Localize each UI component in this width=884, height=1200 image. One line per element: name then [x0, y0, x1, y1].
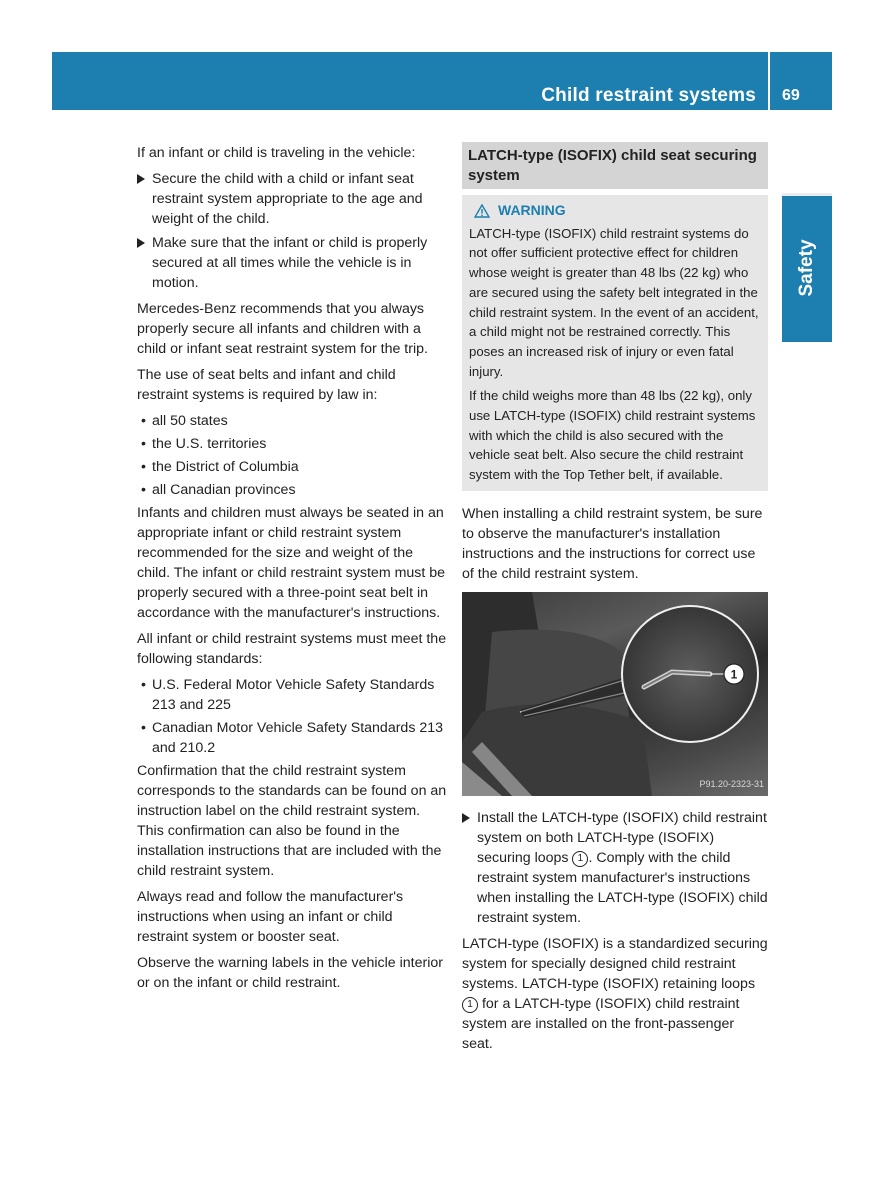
list-item-text: all 50 states: [152, 413, 228, 429]
list-item-text: U.S. Federal Motor Vehicle Safety Standards 213 and 225: [152, 677, 435, 713]
figure-code: P91.20-2323-31: [699, 778, 764, 789]
list-item: [137, 718, 447, 758]
paragraph: Confirmation that the child restraint system corresponds to the standards can be found on an instruction label on the child restraint system. This confirmation can also be found in the installation instructions that are included with the child restraint system.: [137, 763, 447, 879]
list-item-text: the District of Columbia: [152, 459, 299, 475]
bullet-dot: •: [141, 482, 146, 498]
side-tab-label: Safety: [796, 239, 817, 297]
instruction-step: [462, 808, 768, 928]
bullet-dot: •: [141, 677, 146, 693]
header-divider: [768, 52, 770, 110]
paragraph: Observe the warning labels in the vehicle interior or on the infant or child restraint.: [137, 955, 443, 991]
warning-triangle-icon: [474, 204, 490, 218]
side-tab-safety: [782, 193, 832, 342]
chapter-title: Child restraint systems: [541, 85, 756, 106]
list-item: [137, 457, 447, 477]
warning-text: LATCH-type (ISOFIX) child restraint systems do not offer sufficient protective effect for children whose weight is greater than 48 lbs (22 kg) who are secured using the safety belt integrated in the child restraint system. In the event of an accident, a child might not be restrained correctly. This poses an increased risk of injury or even fatal injury.: [469, 225, 759, 379]
list-item: [137, 434, 447, 454]
paragraph: Mercedes-Benz recommends that you always properly secure all infants and children with a child or infant seat restraint system for the trip.: [137, 301, 428, 357]
list-item-text: the U.S. territories: [152, 436, 267, 452]
step-text: . Comply with the child restraint system manufacturer's instructions when installing the LATCH-type (ISOFIX) child restraint system.: [477, 849, 768, 926]
warning-text: If the child weighs more than 48 lbs (22 kg), only use LATCH-type (ISOFIX) child restraint systems with which the child is also secured with the vehicle seat belt. Also secure the child restraint system with the Top Tether belt, if available.: [469, 388, 756, 483]
list-item: [137, 480, 447, 500]
paragraph: All infant or child restraint systems must meet the following standards:: [137, 631, 447, 667]
page-number: 69: [782, 87, 800, 104]
paragraph: When installing a child restraint system, be sure to observe the manufacturer's installation instructions and the instructions for correct use of the child restraint system.: [462, 505, 763, 582]
warning-box: [462, 195, 768, 491]
step-text: Secure the child with a child or infant seat restraint system appropriate to the age and weight of the child.: [152, 171, 423, 227]
paragraph-text: for a LATCH-type (ISOFIX) child restraint system are installed on the front-passenger seat.: [462, 995, 740, 1052]
step-text: Install the LATCH-type (ISOFIX) child restraint system on both LATCH-type (ISOFIX) securing loops: [477, 809, 767, 866]
step-text: Make sure that the infant or child is properly secured at all times while the vehicle is in motion.: [152, 235, 428, 291]
callout-number-icon: 1: [572, 851, 588, 867]
bullet-dot: •: [141, 436, 146, 452]
warning-label: WARNING: [498, 202, 566, 218]
paragraph: [462, 934, 768, 1054]
step-arrow-icon: [137, 174, 145, 184]
list-item: [137, 675, 447, 715]
left-column: [137, 143, 447, 999]
bullet-dot: •: [141, 413, 146, 429]
bullet-dot: •: [141, 720, 146, 736]
intro-text: If an infant or child is traveling in the vehicle:: [137, 145, 416, 161]
paragraph: The use of seat belts and infant and child restraint systems is required by law in:: [137, 367, 396, 403]
figure-callout-number: 1: [730, 667, 738, 682]
list-item-text: all Canadian provinces: [152, 482, 296, 498]
seat-illustration: [462, 592, 768, 796]
instruction-step: [137, 169, 447, 229]
step-arrow-icon: [462, 813, 470, 823]
right-column: [462, 142, 768, 1060]
list-item-text: Canadian Motor Vehicle Safety Standards 213 and 210.2: [152, 720, 444, 756]
header-bar: [52, 52, 832, 110]
callout-number-icon: 1: [462, 997, 478, 1013]
warning-title: [469, 201, 761, 221]
paragraph-text: LATCH-type (ISOFIX) is a standardized securing system for specially designed child restraint systems. LATCH-type (ISOFIX) retaining loops: [462, 935, 768, 992]
list-item: [137, 411, 447, 431]
step-arrow-icon: [137, 238, 145, 248]
seat-photo-graphic: [462, 592, 768, 796]
instruction-step: [137, 233, 447, 293]
bullet-dot: •: [141, 459, 146, 475]
section-heading: LATCH-type (ISOFIX) child seat securing system: [462, 142, 768, 189]
paragraph: Infants and children must always be seated in an appropriate infant or child restraint system recommended for the size and weight of the child. The infant or child restraint system must be properly secured with a three-point seat belt in accordance with the manufacturer's instructions.: [137, 505, 446, 621]
paragraph: Always read and follow the manufacturer's instructions when using an infant or child restraint system or booster seat.: [137, 889, 404, 945]
